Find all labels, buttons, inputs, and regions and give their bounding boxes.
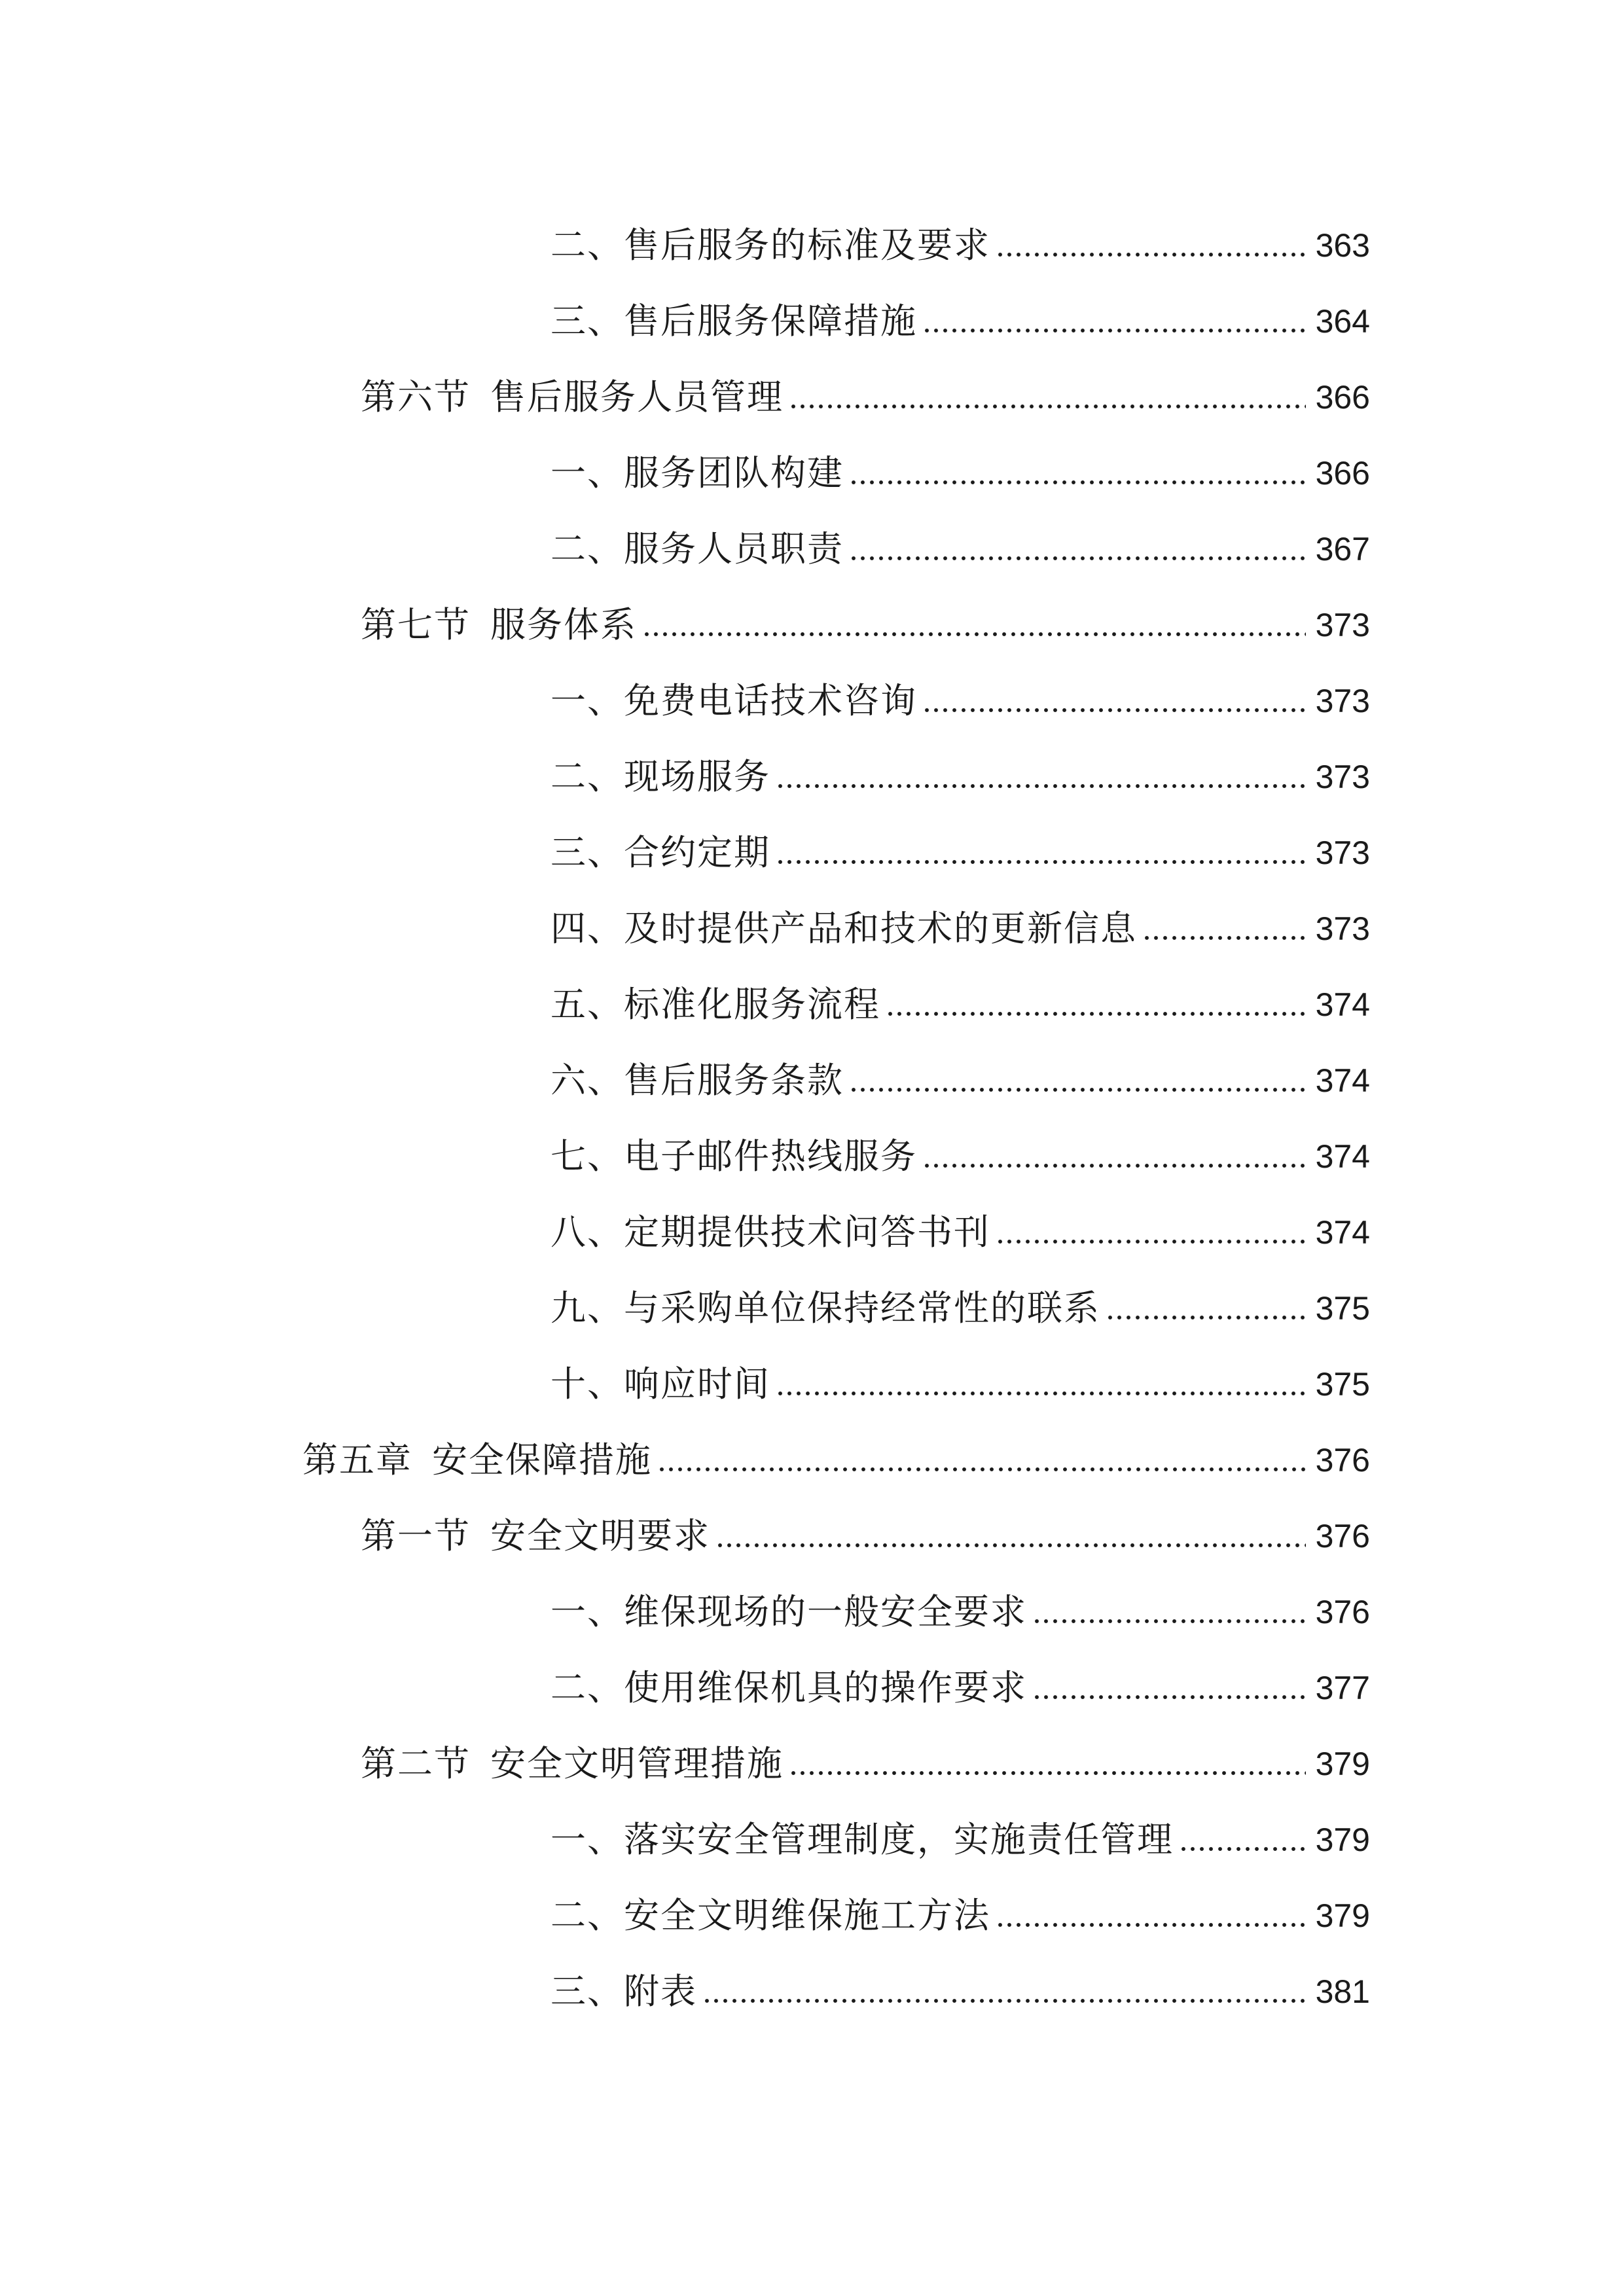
toc-entry-number: 三、 xyxy=(550,300,624,342)
toc-entry-text: 使用维保机具的操作要求 xyxy=(624,1667,1027,1708)
toc-entry-text: 服务人员职责 xyxy=(624,528,844,569)
toc-page-number: 375 xyxy=(1315,1366,1370,1403)
toc-entry-number: 三、 xyxy=(550,1971,624,2012)
toc-entry-title xyxy=(550,823,770,882)
dot-leader xyxy=(642,613,1306,639)
toc-page-number: 373 xyxy=(1315,834,1370,871)
toc-entry-text: 合约定期 xyxy=(624,832,770,873)
toc-entry[interactable] xyxy=(0,368,1624,427)
dot-leader xyxy=(776,840,1306,867)
toc-page-number: 379 xyxy=(1315,1746,1370,1782)
toc-entry[interactable] xyxy=(0,216,1624,275)
toc-entry-title xyxy=(550,899,1137,958)
dot-leader xyxy=(776,1372,1306,1398)
toc-entry-title xyxy=(361,368,784,427)
toc-page-number: 366 xyxy=(1315,455,1370,492)
toc-entry[interactable] xyxy=(0,1279,1624,1338)
toc-entry-title xyxy=(550,1279,1100,1338)
toc-entry-text: 安全保障措施 xyxy=(432,1439,652,1480)
toc-entry-text: 安全文明管理措施 xyxy=(490,1743,784,1784)
toc-entry-number: 第六节 xyxy=(361,376,471,418)
dot-leader xyxy=(702,1979,1306,2005)
toc-entry-title xyxy=(550,1583,1027,1641)
toc-entry[interactable] xyxy=(0,899,1624,958)
toc-entry-title xyxy=(550,1810,1174,1869)
dot-leader xyxy=(1106,1296,1306,1322)
dot-leader xyxy=(922,689,1306,715)
toc-entry-text: 免费电话技术咨询 xyxy=(624,680,917,721)
toc-entry[interactable] xyxy=(0,1051,1624,1110)
toc-entry-number: 一、 xyxy=(550,452,624,493)
toc-entry-title xyxy=(550,1962,697,2021)
toc-entry-text: 安全文明要求 xyxy=(490,1515,710,1556)
dot-leader xyxy=(922,309,1306,335)
dot-leader xyxy=(1032,1600,1306,1626)
toc-entry-title xyxy=(550,747,770,806)
toc-entry-text: 响应时间 xyxy=(624,1363,770,1405)
toc-page-number: 373 xyxy=(1315,910,1370,947)
toc-entry-title xyxy=(550,975,880,1034)
toc-entry-number: 二、 xyxy=(550,224,624,266)
toc-entry-number: 二、 xyxy=(550,528,624,569)
toc-entry-title xyxy=(550,1355,770,1414)
toc-entry[interactable] xyxy=(0,1659,1624,1717)
toc-entry-text: 维保现场的一般安全要求 xyxy=(624,1591,1027,1632)
toc-entry[interactable] xyxy=(0,1886,1624,1945)
toc-entry-text: 服务体系 xyxy=(490,604,637,645)
toc-entry[interactable] xyxy=(0,1810,1624,1869)
toc-entry-number: 九、 xyxy=(550,1287,624,1329)
toc-entry-text: 售后服务保障措施 xyxy=(624,300,917,342)
toc-entry-text: 及时提供产品和技术的更新信息 xyxy=(624,908,1137,949)
dot-leader xyxy=(1032,1676,1306,1702)
toc-entry[interactable] xyxy=(0,672,1624,730)
dot-leader xyxy=(996,1220,1306,1246)
toc-entry-text: 附表 xyxy=(624,1971,697,2012)
toc-entry-title xyxy=(550,1659,1027,1717)
toc-entry[interactable] xyxy=(0,1507,1624,1566)
toc-entry[interactable] xyxy=(0,1355,1624,1414)
toc-entry-text: 与采购单位保持经常性的联系 xyxy=(624,1287,1100,1329)
toc-entry-text: 服务团队构建 xyxy=(624,452,844,493)
toc-page-number: 374 xyxy=(1315,1214,1370,1251)
toc-entry[interactable] xyxy=(0,823,1624,882)
toc-entry-number: 六、 xyxy=(550,1060,624,1101)
toc-page-number: 366 xyxy=(1315,379,1370,416)
dot-leader xyxy=(922,1144,1306,1170)
toc-entry-title xyxy=(550,292,917,351)
toc-entry-number: 一、 xyxy=(550,680,624,721)
toc-entry-title xyxy=(550,1203,990,1262)
toc-page-number: 374 xyxy=(1315,1062,1370,1099)
toc-entry[interactable] xyxy=(0,444,1624,503)
dot-leader xyxy=(657,1448,1306,1474)
toc-entry[interactable] xyxy=(0,1203,1624,1262)
toc-page-number: 376 xyxy=(1315,1594,1370,1630)
toc-entry-text: 现场服务 xyxy=(624,756,770,797)
toc-page-number: 373 xyxy=(1315,759,1370,795)
toc-entry-number: 四、 xyxy=(550,908,624,949)
toc-entry-text: 标准化服务流程 xyxy=(624,984,880,1025)
toc-page-number: 379 xyxy=(1315,1821,1370,1858)
dot-leader xyxy=(996,1903,1306,1929)
toc-entry-number: 七、 xyxy=(550,1136,624,1177)
toc-entry-title xyxy=(550,672,917,730)
toc-page-number: 376 xyxy=(1315,1518,1370,1554)
toc-entry-number: 第二节 xyxy=(361,1743,471,1784)
toc-entry-title xyxy=(550,444,844,503)
dot-leader xyxy=(886,992,1306,1018)
toc-entry[interactable] xyxy=(0,292,1624,351)
toc-page-number: 373 xyxy=(1315,607,1370,643)
dot-leader xyxy=(1142,916,1306,942)
toc-entry[interactable] xyxy=(0,747,1624,806)
toc-entry-text: 落实安全管理制度，实施责任管理 xyxy=(624,1819,1174,1860)
toc-page-number: 377 xyxy=(1315,1670,1370,1706)
toc-entry[interactable] xyxy=(0,1962,1624,2021)
toc-entry-text: 电子邮件热线服务 xyxy=(624,1136,917,1177)
toc-entry-number: 第一节 xyxy=(361,1515,471,1556)
dot-leader xyxy=(776,764,1306,791)
toc-entry[interactable] xyxy=(0,1431,1624,1490)
dot-leader xyxy=(996,233,1306,259)
toc-entry-text: 安全文明维保施工方法 xyxy=(624,1895,990,1936)
dot-leader xyxy=(849,537,1306,563)
toc-entry[interactable] xyxy=(0,1583,1624,1641)
toc-entry-title xyxy=(550,216,990,275)
toc-entry-number: 一、 xyxy=(550,1819,624,1860)
toc-page-number: 379 xyxy=(1315,1897,1370,1934)
toc-page-number: 374 xyxy=(1315,1138,1370,1175)
toc-entry[interactable] xyxy=(0,975,1624,1034)
toc-entry-text: 售后服务条款 xyxy=(624,1060,844,1101)
toc-entry-title xyxy=(361,1734,784,1793)
toc-page-number: 367 xyxy=(1315,531,1370,567)
toc-entry[interactable] xyxy=(0,1734,1624,1793)
toc-entry-title xyxy=(302,1431,652,1490)
toc-page-number: 374 xyxy=(1315,986,1370,1023)
toc-entry-number: 第五章 xyxy=(302,1439,412,1480)
toc-entry-number: 第七节 xyxy=(361,604,471,645)
toc-entry-number: 二、 xyxy=(550,1895,624,1936)
toc-entry-title xyxy=(550,1886,990,1945)
toc-entry-number: 二、 xyxy=(550,756,624,797)
dot-leader xyxy=(715,1524,1306,1550)
dot-leader xyxy=(789,385,1306,411)
toc-entry-text: 售后服务人员管理 xyxy=(490,376,784,418)
toc-entry-title xyxy=(361,1507,710,1566)
dot-leader xyxy=(849,1068,1306,1094)
dot-leader xyxy=(789,1751,1306,1778)
dot-leader xyxy=(1179,1827,1306,1854)
toc-entry-title xyxy=(550,1051,844,1110)
toc-entry-number: 二、 xyxy=(550,1667,624,1708)
toc-page-number: 375 xyxy=(1315,1290,1370,1327)
dot-leader xyxy=(849,461,1306,487)
toc-entry[interactable] xyxy=(0,520,1624,579)
toc-entry-title xyxy=(550,520,844,579)
toc-entry-number: 八、 xyxy=(550,1211,624,1253)
toc-entry-title xyxy=(550,1127,917,1186)
toc-page-number: 364 xyxy=(1315,303,1370,340)
toc-page-number: 381 xyxy=(1315,1973,1370,2010)
toc-entry[interactable] xyxy=(0,1127,1624,1186)
toc-page-number: 376 xyxy=(1315,1442,1370,1479)
toc-page-number: 373 xyxy=(1315,683,1370,719)
toc-page-number: 363 xyxy=(1315,227,1370,264)
toc-entry-text: 售后服务的标准及要求 xyxy=(624,224,990,266)
toc-entry-number: 五、 xyxy=(550,984,624,1025)
toc-entry-number: 十、 xyxy=(550,1363,624,1405)
toc-entry-number: 一、 xyxy=(550,1591,624,1632)
toc-entry-title xyxy=(361,596,637,655)
toc-entry-text: 定期提供技术问答书刊 xyxy=(624,1211,990,1253)
toc-entry-number: 三、 xyxy=(550,832,624,873)
toc-entry[interactable] xyxy=(0,596,1624,655)
